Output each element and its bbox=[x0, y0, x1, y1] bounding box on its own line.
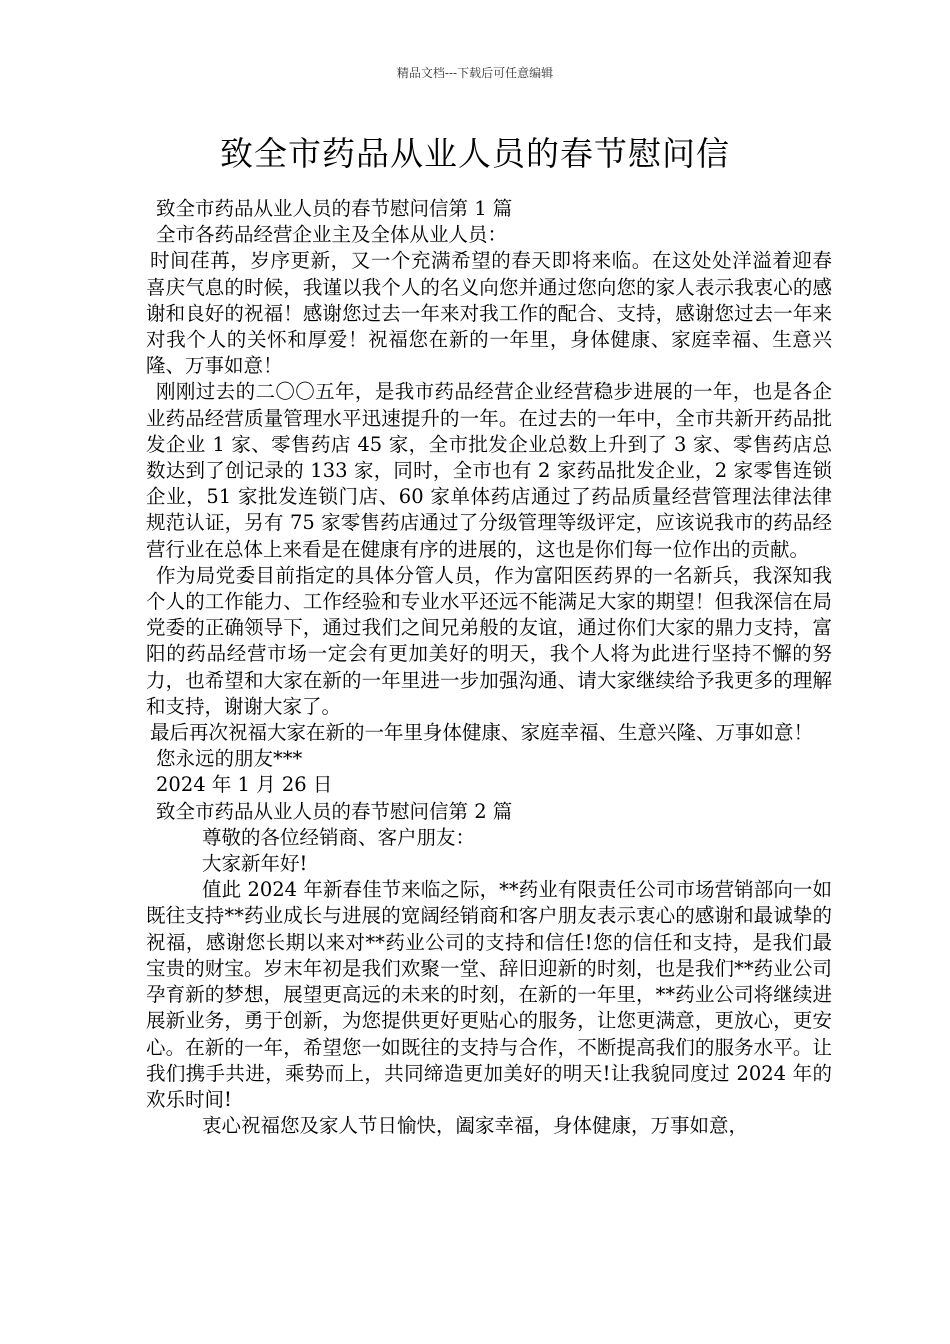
paragraph: 您永远的朋友*** bbox=[156, 747, 303, 771]
paragraph: 作为局党委目前指定的具体分管人员，作为富阳医药界的一名新兵，我深知我个人的工作能力、工作经验和专业水平还远不能满足大家的期望！但我深信在局党委的正确领导下，通过我们之间兄弟般的友谊，通过你们大家的鼎力支持，富阳的药品经营市场一定会有更加美好的明天，我个人将为此进行坚持不懈的努力，也希望和大家在新的一年里进一步加强沟通、请大家继续给予我更多的理解和支持，谢谢大家了。 bbox=[146, 563, 832, 718]
document-title: 致全市药品从业人员的春节慰问信 bbox=[220, 134, 730, 173]
paragraph: 致全市药品从业人员的春节慰问信第 2 篇 bbox=[156, 799, 513, 823]
paragraph: 尊敬的各位经销商、客户朋友： bbox=[202, 825, 476, 849]
document-body bbox=[146, 196, 832, 1139]
paragraph: 刚刚过去的二〇〇五年，是我市药品经营企业经营稳步进展的一年，也是各企业药品经营质量管理水平迅速提升的一年。在过去的一年中，全市共新开药品批发企业 1 家、零售药店 45 家，全市批发企业总数上升到了 3 家、零售药店总数达到了创记录的 133 家，同时，全市也有 2 家药品批发企业，2 家零售连锁企业，51 家批发连锁门店、60 家单体药店通过了药品质量经营管理法律法律规范认证，另有 75 家零售药店通过了分级管理等级评定，应该说我市的药品经营行业在总体上来看是在健康有序的进展的，这也是你们每一位作出的贡献。 bbox=[146, 380, 832, 561]
paragraph: 致全市药品从业人员的春节慰问信第 1 篇 bbox=[156, 197, 513, 220]
paragraph: 最后再次祝福大家在新的一年里身体健康、家庭幸福、生意兴隆、万事如意！ bbox=[150, 721, 814, 745]
paragraph: 大家新年好! bbox=[202, 852, 308, 876]
paragraph: 值此 2024 年新春佳节来临之际，**药业有限责任公司市场营销部向一如既往支持**药业成长与进展的宽阔经销商和客户朋友表示衷心的感谢和最诚挚的祝福，感谢您长期以来对**药业公司的支持和信任!您的信任和支持，是我们最宝贵的财宝。岁末年初是我们欢聚一堂、辞旧迎新的时刻，也是我们**药业公司孕育新的梦想，展望更高远的未来的时刻，在新的一年里，**药业公司将继续进展新业务，勇于创新，为您提供更好更贴心的服务，让您更满意，更放心，更安心。在新的一年，希望您一如既往的支持与合作，不断提高我们的服务水平。让我们携手共进，乘势而上，共同缔造更加美好的明天!让我貌同度过 2024 年的欢乐时间! bbox=[146, 878, 832, 1111]
page-header: 精品文档---下载后可任意编辑 bbox=[396, 66, 554, 80]
paragraph: 全市各药品经营企业主及全体从业人员： bbox=[156, 223, 508, 247]
paragraph: 衷心祝福您及家人节日愉快，阖家幸福，身体健康，万事如意， bbox=[202, 1114, 749, 1138]
paragraph: 2024 年 1 月 26 日 bbox=[156, 773, 333, 797]
paragraph: 时间荏苒，岁序更新，又一个充满希望的春天即将来临。在这处处洋溢着迎春喜庆气息的时候，我谨以我个人的名义向您并通过您向您的家人表示我衷心的感谢和良好的祝福！感谢您过去一年来对我工作的配合、支持，感谢您过去一年来对我个人的关怀和厚爱！祝福您在新的一年里，身体健康、家庭幸福、生意兴隆、万事如意！ bbox=[146, 249, 832, 378]
